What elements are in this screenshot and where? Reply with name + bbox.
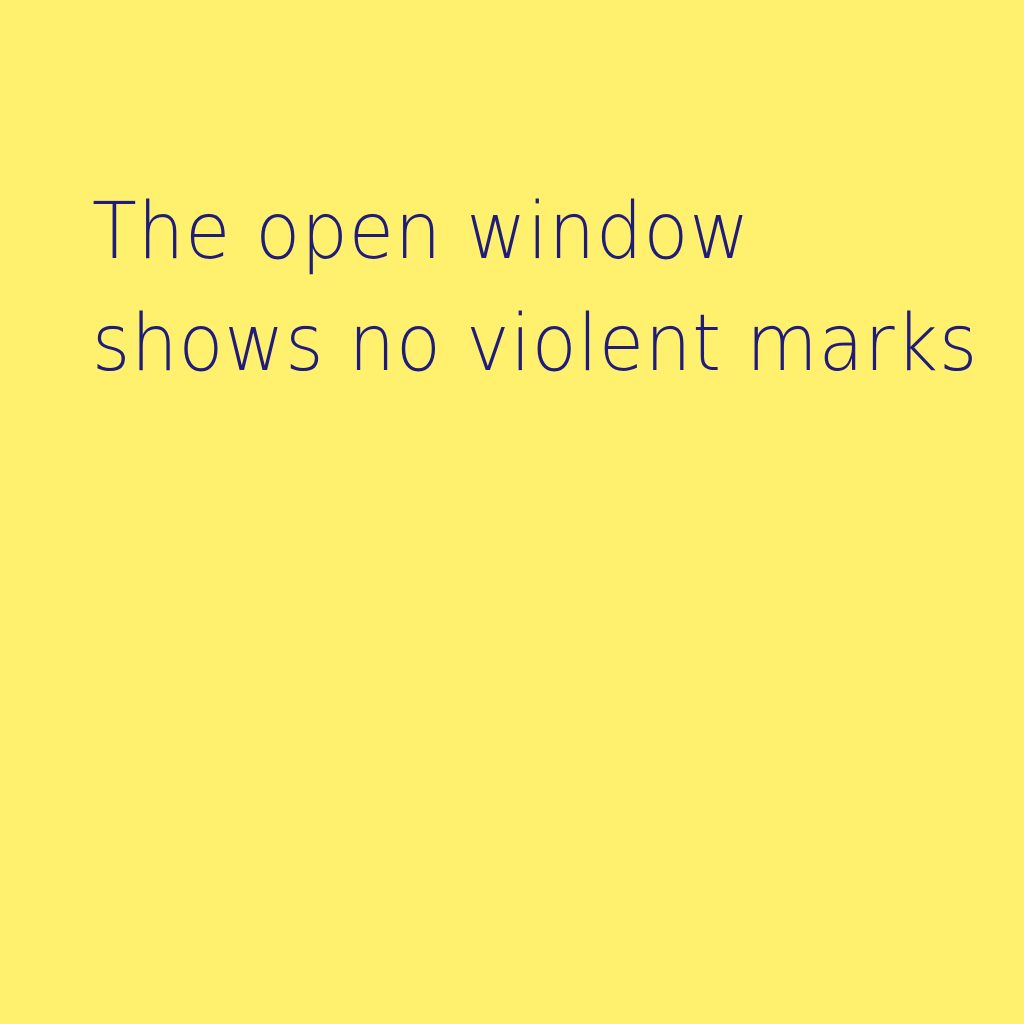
note-line-2: shows no violent marks — [92, 299, 979, 389]
note-line-1: The open window — [92, 187, 751, 277]
handwritten-note-text — [92, 176, 978, 400]
